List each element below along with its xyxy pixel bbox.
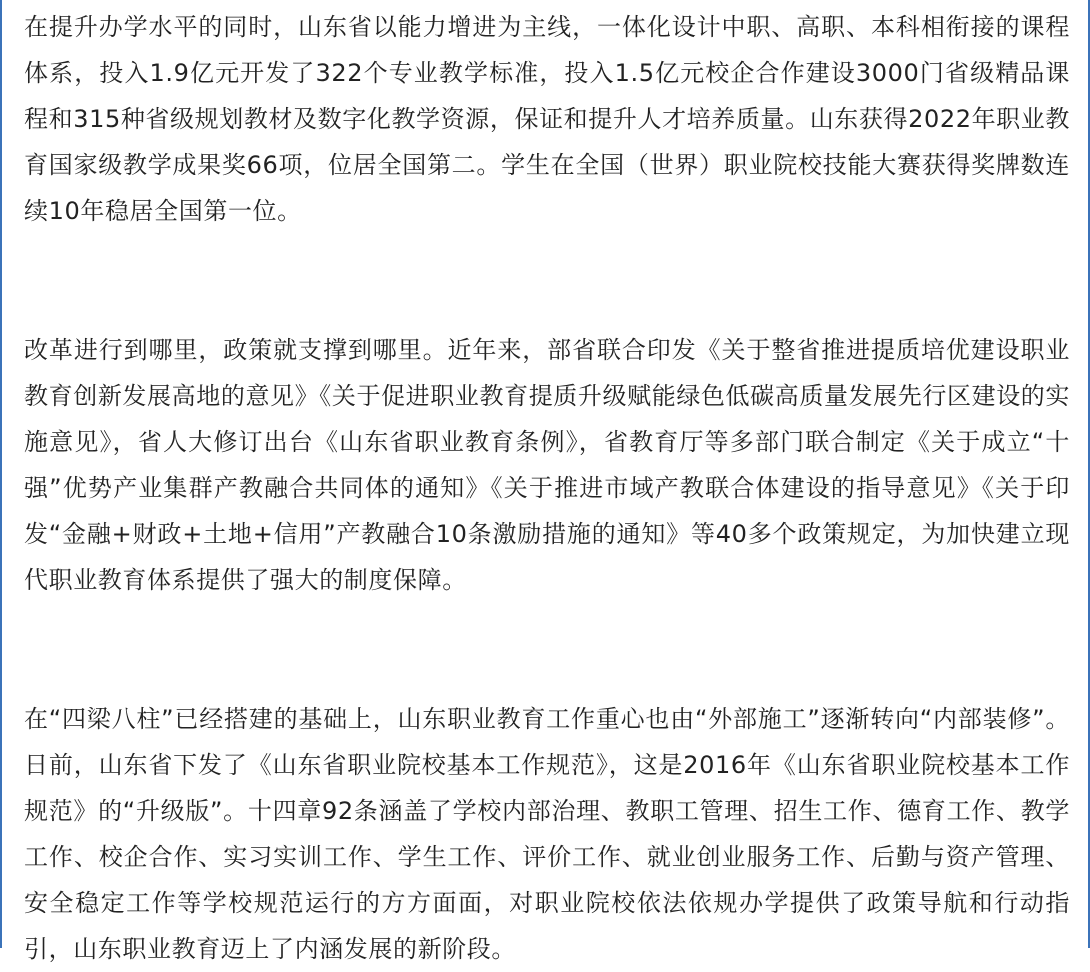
paragraph-work-standards: 在“四梁八柱”已经搭建的基础上，山东职业教育工作重心也由“外部施工”逐渐转向“内部装修”。日前，山东省下发了《山东省职业院校基本工作规范》，这是2016年《山东省职业院校基本工作规范》的“升级版”。十四章92条涵盖了学校内部治理、教职工管理、招生工作、德育工作、教学工作、校企合作、实习实训工作、学生工作、评价工作、就业创业服务工作、后勤与资产管理、安全稳定工作等学校规范运行的方方面面，对职业院校依法依规办学提供了政策导航和行动指引，山东职业教育迈上了内涵发展的新阶段。 [24,705,1070,963]
paragraph-teaching-quality: 在提升办学水平的同时，山东省以能力增进为主线，一体化设计中职、高职、本科相衔接的课程体系，投入1.9亿元开发了322个专业教学标准，投入1.5亿元校企合作建设3000门省级精品课程和315种省级规划教材及数字化教学资源，保证和提升人才培养质量。山东获得2022年职业教育国家级教学成果奖66项，位居全国第二。学生在全国（世界）职业院校技能大赛获得奖牌数连续10年稳居全国第一位。 [24,13,1070,225]
paragraph-policy-support: 改革进行到哪里，政策就支撑到哪里。近年来，部省联合印发《关于整省推进提质培优建设职业教育创新发展高地的意见》《关于促进职业教育提质升级赋能绿色低碳高质量发展先行区建设的实施意见》，省人大修订出台《山东省职业教育条例》，省教育厅等多部门联合制定《关于成立“十强”优势产业集群产教融合共同体的通知》《关于推进市域产教联合体建设的指导意见》《关于印发“金融+财政+土地+信用”产教融合10条激励措施的通知》等40多个政策规定，为加快建立现代职业教育体系提供了强大的制度保障。 [24,336,1070,594]
article-body [24,4,1070,972]
